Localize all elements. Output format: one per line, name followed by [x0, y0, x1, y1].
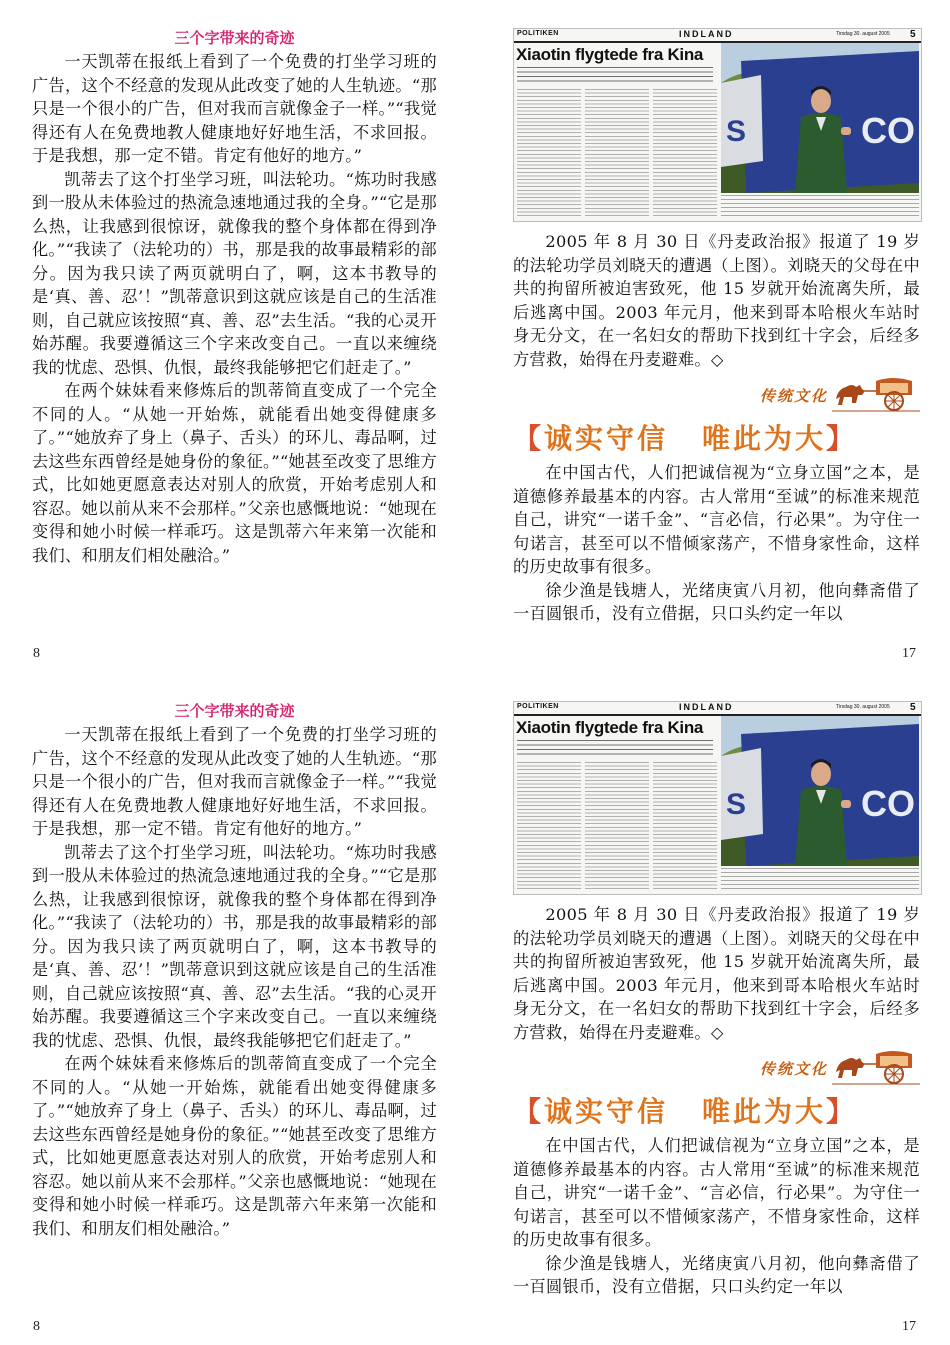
- page-number-right: 17: [902, 646, 916, 661]
- article-paragraph: 徐少渔是钱塘人，光绪庚寅八月初，他向彝斋借了一百圆银币，没有立借据，只口头约定一年以: [513, 580, 920, 623]
- clipping-column: [585, 762, 649, 890]
- section-heading: [513, 421, 920, 457]
- clipping-body-columns: [517, 89, 717, 217]
- article-paragraph: 凯蒂去了这个打坐学习班，叫法轮功。“炼功时我感到一股从未体验过的热流急速地通过我的全身。”“它是那么热，让我感到很惊讶，就像我的整个身体都在得到净化。”“我读了（法轮功的）书，那是我的故事最精彩的部分。因为我只读了两页就明白了，啊，这本书教导的是‘真、善、忍’！”凯蒂意识到这就应该是自己的生活准则，自己就应该按照“真、善、忍”去生活。“我的心灵开始苏醒。我要遵循这三个字来改变自己。一直以来缠绕我的忧虑、恐惧、仇恨，最终我能够把它们赶走了。”: [32, 842, 437, 1050]
- clipping-photo-caption: [721, 195, 919, 219]
- newspaper-clipping: [513, 701, 922, 895]
- clipping-headline: Xiaotin flygtede fra Kina: [516, 718, 704, 737]
- clipping-masthead: [514, 29, 921, 43]
- heading-bracket-close: 】: [826, 422, 858, 455]
- page-number-left: 8: [33, 646, 40, 661]
- right-page: [513, 28, 920, 626]
- clipping-publication: POLITIKEN: [517, 703, 559, 710]
- clipping-description: 2005 年 8 月 30 日《丹麦政治报》报道了 19 岁的法轮功学员刘晓天的遭遇（上图）。刘晓天的父母在中共的拘留所被迫害致死，他 15 岁就开始流离失所，最后逃离中国。2003 年元月，他来到哥本哈根火车站时身无分文，在一名妇女的帮助下找到红十字会，后经多方营救，始得在丹麦避难。◇: [513, 905, 920, 1042]
- clipping-column: [653, 89, 717, 217]
- culture-label: 传统文化: [759, 1060, 828, 1078]
- clipping-lead-text: [517, 67, 713, 85]
- article-paragraph: 在两个妹妹看来修炼后的凯蒂简直变成了一个完全不同的人。“从她一开始炼，就能看出她变得健康多了。”“她放弃了身上（鼻子、舌头）的环儿、毒品啊，过去这些东西曾经是她身份的象征。”“她甚至改变了思维方式，比如她更愿意表达对别人的欣赏，开始考虑别人和容忍。她以前从来不会那样。”父亲也感慨地说：“她现在变得和她小时候一样乖巧。这是凯蒂六年来第一次能和我们、和朋友们相处融洽。”: [32, 381, 437, 565]
- heading-bracket-open: 【: [513, 1095, 545, 1128]
- culture-label: 传统文化: [759, 387, 828, 405]
- photo-banner-text: CO: [861, 110, 915, 151]
- newspaper-clipping: [513, 28, 922, 222]
- clipping-lead-text: [517, 740, 713, 758]
- article-paragraph: 一天凯蒂在报纸上看到了一个免费的打坐学习班的广告，这个不经意的发现从此改变了她的人生轨迹。“那只是一个很小的广告，但对我而言就像金子一样。”“我觉得还有人在免费地教人健康地好好地生活，不求回报。于是我想，那一定不错。肯定有他好的地方。”: [32, 725, 437, 838]
- clipping-description: 2005 年 8 月 30 日《丹麦政治报》报道了 19 岁的法轮功学员刘晓天的遭遇（上图）。刘晓天的父母在中共的拘留所被迫害致死，他 15 岁就开始流离失所，最后逃离中国。2003 年元月，他来到哥本哈根火车站时身无分文，在一名妇女的帮助下找到红十字会，后经多方营救，始得在丹麦避难。◇: [513, 232, 920, 369]
- article-title: 三个字带来的奇迹: [174, 702, 295, 720]
- left-page: [32, 28, 437, 567]
- clipping-column: [653, 762, 717, 890]
- clipping-headline: Xiaotin flygtede fra Kina: [516, 45, 704, 64]
- article-title: 三个字带来的奇迹: [174, 29, 295, 47]
- right-page: [513, 701, 920, 1299]
- article-paragraph: 在中国古代，人们把诚信视为“立身立国”之本，是道德修养最基本的内容。古人常用“至诚”的标准来规范自己，讲究“一诺千金”、“言必信，行必果”。为守住一句诺言，甚至可以不惜倾家荡产，不惜身家性命，这样的历史故事有很多。: [513, 1136, 920, 1249]
- section-heading: [513, 1094, 920, 1130]
- newspaper-photo: [721, 43, 919, 193]
- article-paragraph: 在两个妹妹看来修炼后的凯蒂简直变成了一个完全不同的人。“从她一开始炼，就能看出她变得健康多了。”“她放弃了身上（鼻子、舌头）的环儿、毒品啊，过去这些东西曾经是她身份的象征。”“她甚至改变了思维方式，比如她更愿意表达对别人的欣赏，开始考虑别人和容忍。她以前从来不会那样。”父亲也感慨地说：“她现在变得和她小时候一样乖巧。这是凯蒂六年来第一次能和我们、和朋友们相处融洽。”: [32, 1054, 437, 1238]
- svg-text:S: S: [726, 115, 747, 148]
- heading-part-1: 诚实守信: [544, 422, 669, 455]
- clipping-section: INDLAND: [679, 29, 734, 39]
- clipping-publication: POLITIKEN: [517, 30, 559, 37]
- culture-section-banner: [513, 373, 920, 413]
- heading-bracket-open: 【: [513, 422, 545, 455]
- clipping-column: [517, 89, 581, 217]
- photo-banner-text: CO: [861, 783, 915, 824]
- culture-section-banner: [513, 1046, 920, 1086]
- newspaper-photo: [721, 716, 919, 866]
- clipping-page: 5: [910, 29, 916, 40]
- article-paragraph: 一天凯蒂在报纸上看到了一个免费的打坐学习班的广告，这个不经意的发现从此改变了她的人生轨迹。“那只是一个很小的广告，但对我而言就像金子一样。”“我觉得还有人在免费地教人健康地好好地生活，不求回报。于是我想，那一定不错。肯定有他好的地方。”: [32, 52, 437, 165]
- clipping-section: INDLAND: [679, 702, 734, 712]
- article-paragraph: 凯蒂去了这个打坐学习班，叫法轮功。“炼功时我感到一股从未体验过的热流急速地通过我的全身。”“它是那么热，让我感到很惊讶，就像我的整个身体都在得到净化。”“我读了（法轮功的）书，那是我的故事最精彩的部分。因为我只读了两页就明白了，啊，这本书教导的是‘真、善、忍’！”凯蒂意识到这就应该是自己的生活准则，自己就应该按照“真、善、忍”去生活。“我的心灵开始苏醒。我要遵循这三个字来改变自己。一直以来缠绕我的忧虑、恐惧、仇恨，最终我能够把它们赶走了。”: [32, 169, 437, 377]
- page-number-left: 8: [33, 1319, 40, 1334]
- left-page: [32, 701, 437, 1240]
- clipping-masthead: [514, 702, 921, 716]
- spread-top: [0, 0, 950, 672]
- article-paragraph: 徐少渔是钱塘人，光绪庚寅八月初，他向彝斋借了一百圆银币，没有立借据，只口头约定一年以: [513, 1253, 920, 1296]
- clipping-date: Tirsdag 30. august 2005: [836, 704, 890, 710]
- clipping-photo-caption: [721, 868, 919, 892]
- horse-carriage-icon: [832, 1046, 920, 1086]
- spread-bottom: [0, 673, 950, 1345]
- heading-bracket-close: 】: [826, 1095, 858, 1128]
- page-number-right: 17: [902, 1319, 916, 1334]
- svg-text:S: S: [726, 788, 747, 821]
- heading-part-1: 诚实守信: [544, 1095, 669, 1128]
- clipping-page: 5: [910, 702, 916, 713]
- clipping-body-columns: [517, 762, 717, 890]
- heading-part-2: 唯此为大: [702, 422, 827, 455]
- heading-part-2: 唯此为大: [702, 1095, 827, 1128]
- clipping-date: Tirsdag 30. august 2005: [836, 31, 890, 37]
- clipping-column: [517, 762, 581, 890]
- horse-carriage-icon: [832, 373, 920, 413]
- article-paragraph: 在中国古代，人们把诚信视为“立身立国”之本，是道德修养最基本的内容。古人常用“至诚”的标准来规范自己，讲究“一诺千金”、“言必信，行必果”。为守住一句诺言，甚至可以不惜倾家荡产，不惜身家性命，这样的历史故事有很多。: [513, 463, 920, 576]
- clipping-column: [585, 89, 649, 217]
